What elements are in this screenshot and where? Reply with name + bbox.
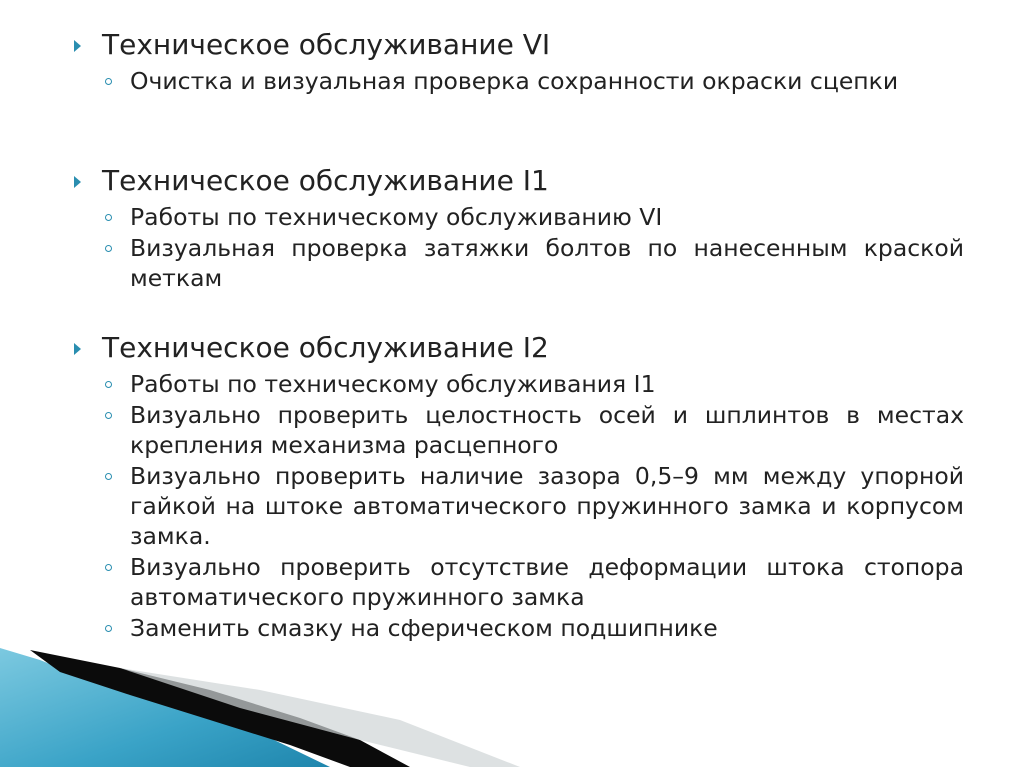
list-item: [72, 66, 964, 96]
list-item: [72, 461, 964, 551]
section-vi: [72, 28, 964, 96]
section-heading: [72, 331, 964, 365]
circle-bullet-icon: [105, 78, 112, 85]
circle-bullet-icon: [105, 564, 112, 571]
circle-bullet-icon: [105, 412, 112, 419]
section-i1: [72, 164, 964, 293]
section-items: [72, 66, 964, 96]
circle-bullet-icon: [105, 214, 112, 221]
circle-bullet-icon: [105, 625, 112, 632]
list-item: [72, 613, 964, 643]
section-i2: [72, 331, 964, 643]
section-items: [72, 202, 964, 293]
list-item-text: Визуально проверить наличие зазора 0,5–9 мм между упорной гайкой на штоке автоматического пружинного замка и корпусом замка.: [130, 462, 964, 550]
triangle-bullet-icon: [74, 40, 81, 52]
list-item: [72, 233, 964, 293]
list-item-text: Работы по техническому обслуживанию VI: [130, 203, 663, 231]
list-item-text: Визуально проверить целостность осей и шплинтов в местах крепления механизма расцепного: [130, 401, 964, 459]
circle-bullet-icon: [105, 381, 112, 388]
list-item-text: Работы по техническому обслуживания I1: [130, 370, 656, 398]
section-heading: [72, 28, 964, 62]
list-item-text: Визуальная проверка затяжки болтов по нанесенным краской меткам: [130, 234, 964, 292]
list-item: [72, 369, 964, 399]
circle-bullet-icon: [105, 473, 112, 480]
circle-bullet-icon: [105, 245, 112, 252]
list-item-text: Визуально проверить отсутствие деформации штока стопора автоматического пружинного замка: [130, 553, 964, 611]
section-heading: [72, 164, 964, 198]
list-item: [72, 400, 964, 460]
section-heading-text: Техническое обслуживание I1: [102, 164, 549, 197]
triangle-bullet-icon: [74, 343, 81, 355]
section-heading-text: Техническое обслуживание I2: [102, 331, 549, 364]
triangle-bullet-icon: [74, 176, 81, 188]
section-heading-text: Техническое обслуживание VI: [102, 28, 551, 61]
list-item-text: Заменить смазку на сферическом подшипнике: [130, 614, 718, 642]
section-items: [72, 369, 964, 643]
list-item-text: Очистка и визуальная проверка сохранности окраски сцепки: [130, 67, 899, 95]
list-item: [72, 202, 964, 232]
list-item: [72, 552, 964, 612]
